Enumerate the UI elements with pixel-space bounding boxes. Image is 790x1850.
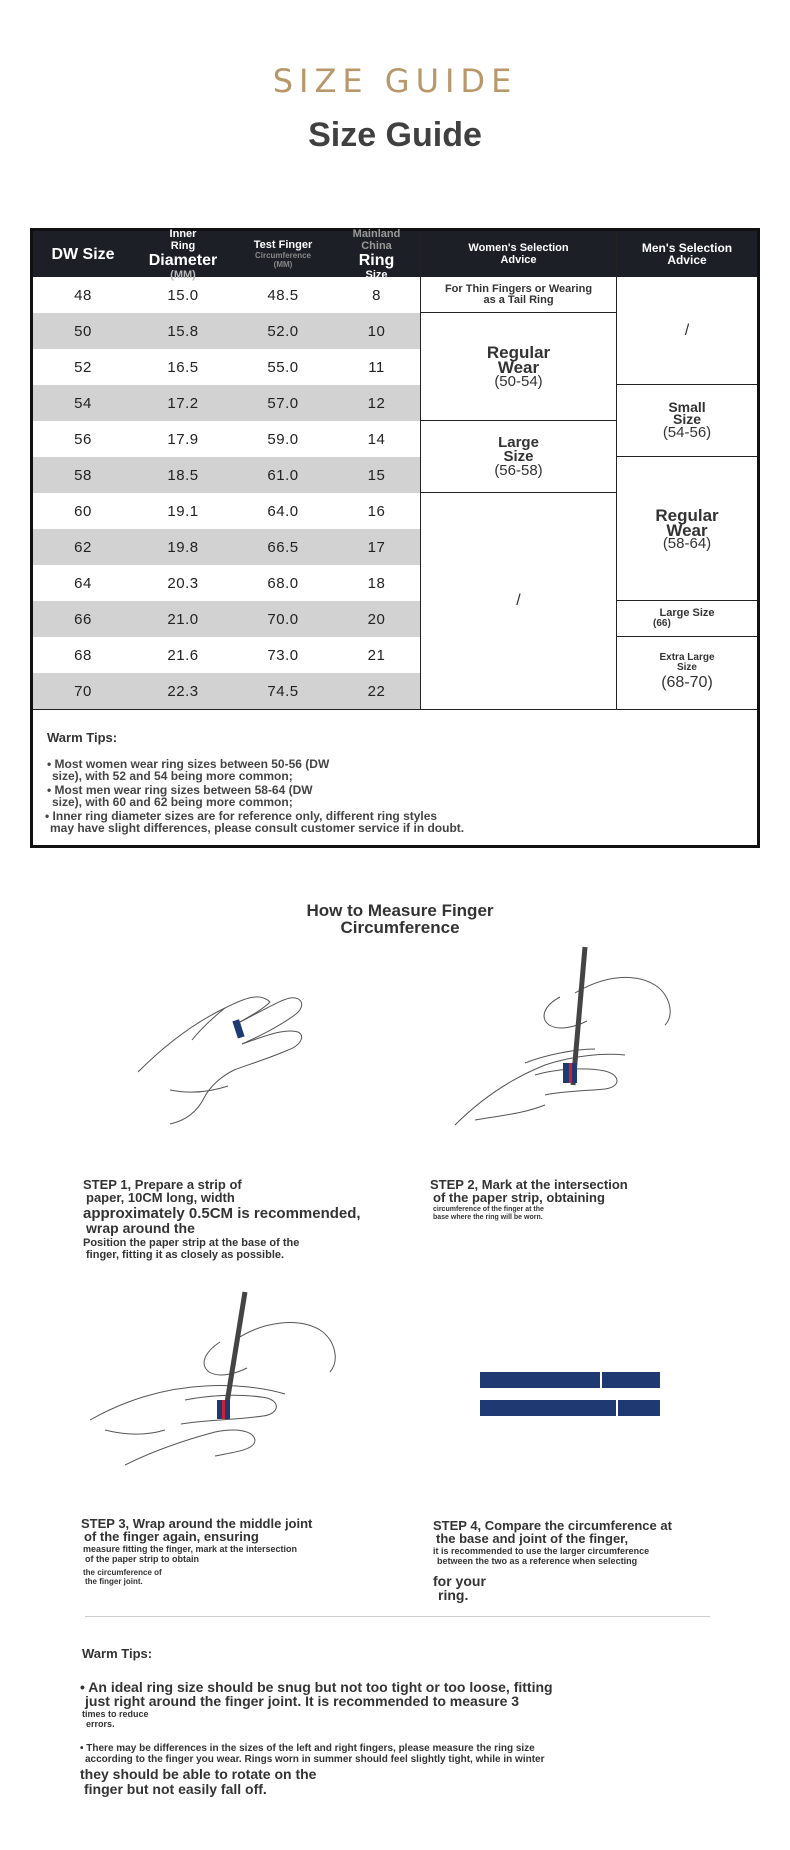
advice-text: Wear bbox=[497, 357, 540, 377]
cell-mainland: 10 bbox=[367, 322, 386, 340]
cell-inner: 22.3 bbox=[167, 682, 199, 700]
cell-inner: 21.6 bbox=[167, 646, 199, 664]
advice-text: Large bbox=[498, 433, 539, 451]
advice-range: (66) bbox=[653, 618, 671, 629]
bottom-tip-1 bbox=[80, 1680, 740, 1729]
header-text: Inner bbox=[169, 227, 197, 240]
header-text: (MM) bbox=[273, 260, 293, 269]
header-dw-label: DW Size bbox=[51, 245, 115, 263]
cell-mainland: 16 bbox=[367, 502, 386, 520]
table-row bbox=[33, 529, 420, 565]
measure-title-line: How to Measure Finger bbox=[306, 901, 494, 920]
tip-line: finger but not easily fall off. bbox=[84, 1781, 267, 1797]
cell-dw: 66 bbox=[74, 610, 92, 628]
cell-dw: 58 bbox=[74, 466, 92, 484]
header-text: Advice bbox=[667, 253, 707, 267]
advice-range: (50-54) bbox=[494, 372, 543, 390]
step-3-text bbox=[81, 1517, 391, 1586]
step-line: measure fitting the finger, mark at the intersection bbox=[83, 1544, 298, 1554]
advice-text: Large Size bbox=[659, 607, 715, 619]
bottom-tip-2 bbox=[80, 1743, 760, 1797]
step-line: finger, fitting it as closely as possible. bbox=[86, 1249, 285, 1261]
cell-finger: 59.0 bbox=[267, 430, 299, 448]
cell-dw: 64 bbox=[74, 574, 92, 592]
header-text: Women's Selection bbox=[468, 242, 569, 254]
advice-text: Regular bbox=[655, 505, 719, 525]
step-line: STEP 3, Wrap around the middle joint bbox=[81, 1516, 313, 1531]
measure-title bbox=[250, 902, 550, 936]
advice-range: (54-56) bbox=[662, 423, 712, 441]
measure-title-line: Circumference bbox=[340, 918, 460, 937]
step-line: STEP 2, Mark at the intersection bbox=[430, 1177, 628, 1192]
cell-finger: 74.5 bbox=[267, 682, 299, 700]
women-advice-regular bbox=[421, 313, 616, 421]
step-line: Position the paper strip at the base of the bbox=[83, 1237, 300, 1249]
cell-dw: 54 bbox=[74, 394, 92, 412]
step-line: of the finger again, ensuring bbox=[84, 1529, 259, 1544]
step-line: of the paper strip, obtaining bbox=[433, 1190, 605, 1205]
cell-mainland: 8 bbox=[372, 286, 381, 304]
table-row bbox=[33, 313, 420, 349]
cell-inner: 18.5 bbox=[167, 466, 199, 484]
tip-line: • There may be differences in the sizes of the left and right fingers, please measure the ring size bbox=[80, 1743, 535, 1754]
header-text: Men's Selection bbox=[641, 241, 733, 255]
step-line: circumference of the finger at the bbox=[433, 1206, 544, 1213]
header-text: (MM) bbox=[170, 268, 196, 281]
tip-line: • An ideal ring size should be snug but not too tight or too loose, fitting bbox=[80, 1679, 553, 1695]
cell-mainland: 18 bbox=[367, 574, 386, 592]
table-row bbox=[33, 385, 420, 421]
tips-line: size), with 52 and 54 being more common; bbox=[52, 769, 293, 783]
step-line: the circumference of bbox=[83, 1568, 162, 1577]
table-row bbox=[33, 637, 420, 673]
cell-finger: 64.0 bbox=[267, 502, 299, 520]
step-line: paper, 10CM long, width bbox=[86, 1190, 235, 1205]
cell-dw: 70 bbox=[74, 682, 92, 700]
women-advice-large bbox=[421, 421, 616, 493]
step-2-text bbox=[430, 1178, 730, 1222]
cell-dw: 60 bbox=[74, 502, 92, 520]
advice-text: Wear bbox=[666, 520, 708, 540]
cell-finger: 55.0 bbox=[267, 358, 299, 376]
cell-inner: 20.3 bbox=[167, 574, 199, 592]
table-row bbox=[33, 421, 420, 457]
bottom-tips-heading: Warm Tips: bbox=[82, 1646, 153, 1661]
cell-inner: 16.5 bbox=[167, 358, 199, 376]
step-line: it is recommended to use the larger circumference bbox=[433, 1546, 650, 1556]
header-text: Mainland bbox=[352, 227, 401, 240]
cell-finger: 48.5 bbox=[267, 286, 299, 304]
cell-inner: 15.0 bbox=[167, 286, 199, 304]
cell-inner: 15.8 bbox=[167, 322, 199, 340]
mark-strip-illustration bbox=[445, 945, 695, 1145]
step-line: wrap around the bbox=[86, 1220, 195, 1236]
advice-range: (58-64) bbox=[662, 534, 712, 552]
men-advice-xl bbox=[617, 637, 757, 709]
cell-mainland: 15 bbox=[367, 466, 386, 484]
cell-mainland: 12 bbox=[367, 394, 386, 412]
step-line: approximately 0.5CM is recommended, bbox=[83, 1205, 361, 1222]
step-line: base where the ring will be worn. bbox=[433, 1214, 543, 1221]
table-row bbox=[33, 457, 420, 493]
header-text: China bbox=[361, 239, 392, 252]
advice-text: / bbox=[516, 592, 521, 609]
tips-line: • Most women wear ring sizes between 50-56 (DW bbox=[47, 757, 330, 771]
step-4-text bbox=[433, 1519, 743, 1602]
step-line: STEP 4, Compare the circumference at bbox=[433, 1518, 672, 1533]
step-line: the base and joint of the finger, bbox=[436, 1531, 629, 1546]
table-row bbox=[33, 601, 420, 637]
header-text: Circumference bbox=[254, 251, 312, 260]
tips-line: • Most men wear ring sizes between 58-64 (DW bbox=[47, 783, 313, 797]
cell-mainland: 20 bbox=[367, 610, 386, 628]
cell-inner: 21.0 bbox=[167, 610, 199, 628]
tips-line: • Inner ring diameter sizes are for reference only, different ring styles bbox=[45, 809, 438, 823]
step-1-text bbox=[83, 1178, 383, 1261]
tips-line: size), with 60 and 62 being more common; bbox=[52, 795, 293, 809]
header-text: Test Finger bbox=[253, 239, 313, 251]
cell-dw: 48 bbox=[74, 286, 92, 304]
cell-finger: 68.0 bbox=[267, 574, 299, 592]
section-divider bbox=[85, 1616, 710, 1617]
cell-inner: 19.8 bbox=[167, 538, 199, 556]
advice-text: Size bbox=[676, 662, 697, 673]
cell-dw: 52 bbox=[74, 358, 92, 376]
joint-mark-illustration bbox=[85, 1290, 355, 1475]
cell-mainland: 22 bbox=[367, 682, 386, 700]
header-text: Ring bbox=[170, 239, 196, 252]
paper-strips-compare-illustration bbox=[480, 1370, 665, 1420]
cell-dw: 56 bbox=[74, 430, 92, 448]
advice-text: Size bbox=[672, 410, 701, 427]
cell-finger: 66.5 bbox=[267, 538, 299, 556]
cell-inner: 17.9 bbox=[167, 430, 199, 448]
cell-dw: 68 bbox=[74, 646, 92, 664]
advice-text: Regular bbox=[486, 342, 551, 362]
tip-line: errors. bbox=[86, 1719, 115, 1729]
advice-range: (56-58) bbox=[494, 461, 543, 479]
cell-mainland: 11 bbox=[368, 358, 385, 376]
advice-text: as a Tail Ring bbox=[483, 293, 554, 306]
tip-line: just right around the finger joint. It is recommended to measure 3 bbox=[85, 1693, 520, 1709]
cell-finger: 61.0 bbox=[267, 466, 299, 484]
advice-text: Size bbox=[503, 447, 534, 465]
advice-text: For Thin Fingers or Wearing bbox=[444, 282, 593, 295]
tip-line: according to the finger you wear. Rings worn in summer should feel slightly tight, while in winter bbox=[85, 1754, 545, 1765]
table-row bbox=[33, 565, 420, 601]
men-advice-small bbox=[617, 385, 757, 457]
cell-inner: 19.1 bbox=[167, 502, 199, 520]
step-line: of the paper strip to obtain bbox=[85, 1554, 199, 1564]
advice-text: / bbox=[684, 321, 690, 339]
table-row bbox=[33, 277, 420, 313]
header-text: Advice bbox=[500, 254, 537, 266]
header-inner-diameter bbox=[133, 227, 233, 281]
hand-strip-illustration bbox=[130, 980, 330, 1130]
page-title: Size Guide bbox=[308, 116, 482, 154]
table-row bbox=[33, 673, 420, 709]
tips-line: may have slight differences, please consult customer service if in doubt. bbox=[50, 821, 465, 835]
advice-text: Small bbox=[668, 398, 706, 415]
cell-dw: 50 bbox=[74, 322, 92, 340]
step-line: for your bbox=[433, 1573, 486, 1589]
warm-tips-box bbox=[33, 709, 757, 845]
cell-dw: 62 bbox=[74, 538, 92, 556]
header-women-advice bbox=[420, 231, 616, 277]
men-advice-large bbox=[617, 601, 757, 637]
women-advice-thin bbox=[421, 277, 616, 313]
header-test-finger bbox=[233, 231, 333, 277]
cell-mainland: 21 bbox=[367, 646, 386, 664]
cell-mainland: 17 bbox=[367, 538, 386, 556]
size-table bbox=[30, 228, 760, 848]
advice-range: (68-70) bbox=[661, 674, 713, 691]
header-dw-size bbox=[33, 231, 133, 277]
cell-inner: 17.2 bbox=[167, 394, 199, 412]
header-text: Ring bbox=[358, 251, 395, 269]
step-line: ring. bbox=[438, 1587, 469, 1603]
section-eyebrow: SIZE GUIDE bbox=[272, 62, 518, 100]
step-line: between the two as a reference when selecting bbox=[437, 1556, 638, 1566]
table-row bbox=[33, 493, 420, 529]
step-line: the finger joint. bbox=[85, 1577, 143, 1586]
tip-line: times to reduce bbox=[82, 1709, 149, 1719]
cell-finger: 70.0 bbox=[267, 610, 299, 628]
women-advice-none bbox=[421, 493, 616, 709]
cell-finger: 73.0 bbox=[267, 646, 299, 664]
tip-line: they should be able to rotate on the bbox=[80, 1766, 317, 1782]
tips-heading: Warm Tips: bbox=[47, 730, 118, 745]
cell-mainland: 14 bbox=[367, 430, 386, 448]
header-text: Diameter bbox=[148, 251, 218, 269]
advice-text: Extra Large bbox=[659, 652, 715, 663]
header-mainland-size bbox=[333, 227, 420, 281]
cell-finger: 57.0 bbox=[267, 394, 299, 412]
step-line: STEP 1, Prepare a strip of bbox=[83, 1177, 242, 1192]
header-text: Size bbox=[365, 268, 388, 281]
men-advice-regular bbox=[617, 457, 757, 601]
men-advice-none bbox=[617, 277, 757, 385]
cell-finger: 52.0 bbox=[267, 322, 299, 340]
table-row bbox=[33, 349, 420, 385]
header-men-advice bbox=[616, 231, 757, 277]
